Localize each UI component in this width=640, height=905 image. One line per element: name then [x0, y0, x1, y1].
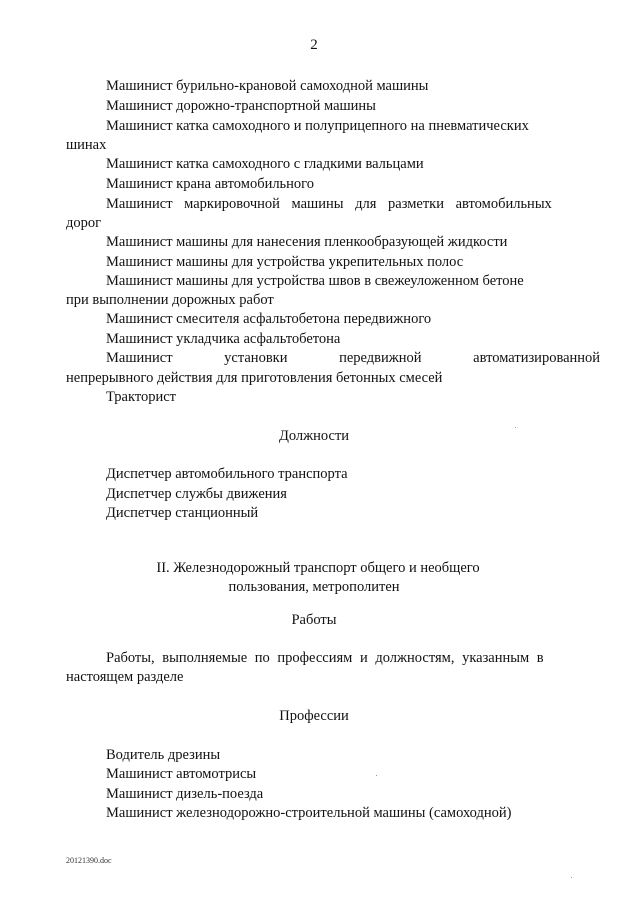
profession-item: Водитель дрезины [106, 747, 221, 763]
profession-item: Машинист дизель-поезда [106, 786, 264, 802]
profession-item-continuation: дорог [66, 215, 102, 231]
works-text-line2: настоящем разделе [66, 669, 184, 685]
profession-item: Машинист крана автомобильного [106, 176, 315, 192]
profession-item: Машинист машины для устройства укрепительных полос [106, 254, 464, 270]
profession-item: Машинист катка самоходного с гладкими вальцами [106, 156, 424, 172]
profession-item: Машинист дорожно-транспортной машины [106, 98, 376, 114]
scan-speck [376, 775, 377, 776]
profession-item: Машинист железнодорожно-строительной машины (самоходной) [106, 805, 512, 821]
position-item: Диспетчер станционный [106, 505, 259, 521]
section-ii-title-line1: II. Железнодорожный транспорт общего и необщего [156, 560, 480, 576]
professions-heading: Профессии [279, 708, 349, 724]
profession-item: Машинист автомотрисы [106, 766, 257, 782]
profession-item: Тракторист [106, 389, 177, 405]
positions-heading: Должности [278, 428, 350, 444]
profession-item: Машинист укладчика асфальтобетона [106, 331, 341, 347]
page-number: 2 [310, 37, 318, 53]
profession-item-continuation: при выполнении дорожных работ [66, 292, 274, 308]
section-ii-title-line2: пользования, метрополитен [228, 579, 400, 595]
profession-item-continuation: непрерывного действия для приготовления бетонных смесей [66, 370, 443, 386]
position-item: Диспетчер службы движения [106, 486, 287, 502]
profession-item-continuation: шинах [66, 137, 107, 153]
profession-item: Машинист катка самоходного и полуприцепного на пневматических [106, 118, 529, 134]
profession-item: Машинист смесителя асфальтобетона передвижного [106, 311, 432, 327]
footer-doc-id: 20121390.doc [66, 856, 112, 865]
profession-item: Машинист машины для устройства швов в свежеуложенном бетоне [106, 273, 524, 289]
profession-item-justified [106, 117, 563, 136]
position-item: Диспетчер автомобильного транспорта [106, 466, 348, 482]
works-text-line1: Работы, выполняемые по профессиям и должностям, указанным в [106, 650, 544, 666]
scan-speck [571, 877, 572, 878]
works-heading: Работы [291, 612, 337, 628]
profession-item: Машинист установки передвижной автоматизированной [106, 350, 601, 366]
scan-speck [515, 427, 516, 428]
profession-item: Машинист маркировочной машины для разметки автомобильных [106, 196, 552, 212]
profession-item: Машинист машины для нанесения пленкообразующей жидкости [106, 234, 508, 250]
profession-item: Машинист бурильно-крановой самоходной машины [106, 78, 429, 94]
